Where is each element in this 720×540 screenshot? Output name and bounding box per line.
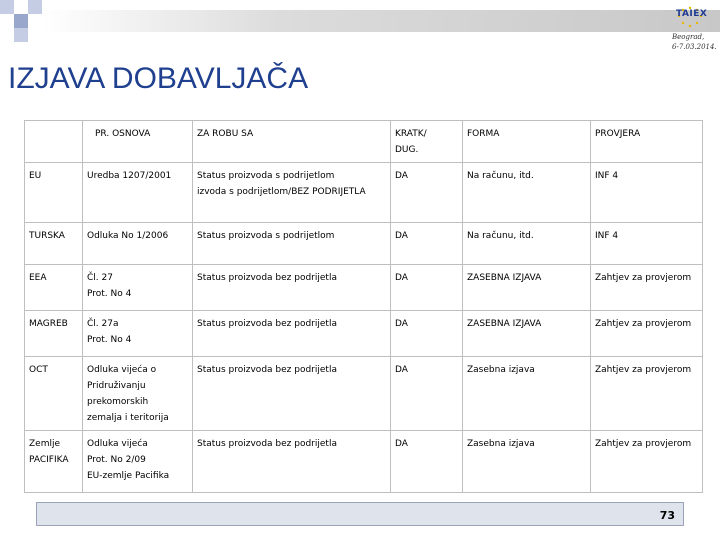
table-cell (591, 163, 703, 223)
footer-bar (36, 502, 684, 526)
table-cell (591, 311, 703, 357)
cell-text: ZASEBNA IZJAVA (467, 273, 542, 283)
cell-text: Pridruživanju (87, 381, 146, 391)
table-cell (391, 431, 463, 493)
header-text: DUG. (395, 145, 419, 155)
row-label-cell (25, 163, 83, 223)
cell-text: Zahtjev za provjerom (595, 273, 692, 283)
cell-text: Status proizvoda bez podrijetla (197, 365, 337, 375)
row-label: EU (29, 171, 42, 181)
cell-text: INF 4 (595, 171, 619, 181)
cell-text: DA (395, 319, 408, 329)
cell-text: Prot. No 4 (87, 335, 132, 345)
cell-text: Prot. No 2/09 (87, 455, 146, 465)
table-header-row (25, 121, 703, 163)
row-label: TURSKA (29, 231, 65, 241)
cell-text: zemalja i teritorija (87, 413, 169, 423)
table-cell (391, 163, 463, 223)
table-cell (391, 311, 463, 357)
header-text: PROVJERA (595, 129, 641, 139)
row-label: EEA (29, 273, 47, 283)
cell-text: INF 4 (595, 231, 619, 241)
table-cell (391, 357, 463, 431)
cell-text: Čl. 27a (87, 319, 119, 329)
cell-text: DA (395, 365, 408, 375)
cell-text: Zahtjev za provjerom (595, 439, 692, 449)
row-label-cell (25, 223, 83, 265)
table-cell (83, 163, 193, 223)
header-cell-term (391, 121, 463, 163)
row-label-cell (25, 357, 83, 431)
table-cell (83, 265, 193, 311)
table-cell (193, 265, 391, 311)
cell-text: Odluka vijeća o (87, 365, 157, 375)
date-line: 6-7.03.2014. (672, 43, 717, 51)
table-body (25, 163, 703, 493)
cell-text: DA (395, 273, 408, 283)
logo-text: TAIEX (676, 9, 708, 19)
table-cell (83, 431, 193, 493)
row-label-cell (25, 431, 83, 493)
table-cell (83, 357, 193, 431)
table-cell (463, 431, 591, 493)
header-cell-goods (193, 121, 391, 163)
header-text: KRATK/ (395, 129, 427, 139)
cell-text: Čl. 27 (87, 273, 113, 283)
header-cell-verification (591, 121, 703, 163)
table-cell (391, 265, 463, 311)
cell-text: Status proizvoda s podrijetlom (197, 231, 335, 241)
table-row (25, 163, 703, 223)
table-cell (193, 163, 391, 223)
table-cell (463, 163, 591, 223)
cell-text: Status proizvoda bez podrijetla (197, 273, 337, 283)
cell-text: Zasebna izjava (467, 365, 535, 375)
table-cell (591, 357, 703, 431)
table-row (25, 265, 703, 311)
table-row (25, 357, 703, 431)
table-cell (463, 223, 591, 265)
table-row (25, 431, 703, 493)
cell-text: Status proizvoda bez podrijetla (197, 439, 337, 449)
row-label: OCT (29, 365, 48, 375)
cell-text: Prot. No 4 (87, 289, 132, 299)
cell-text: Odluka No 1/2006 (87, 231, 169, 241)
cell-text: Status proizvoda s podrijetlom (197, 171, 335, 181)
cell-text: Zahtjev za provjerom (595, 319, 692, 329)
cell-text: ZASEBNA IZJAVA (467, 319, 542, 329)
header-text: ZA ROBU SA (197, 129, 254, 139)
table-cell (591, 265, 703, 311)
table-cell (391, 223, 463, 265)
corner-header-cell (25, 121, 83, 163)
page-title: IZJAVA DOBAVLJAČA (8, 62, 309, 95)
cell-text: EU-zemlje Pacifika (87, 471, 170, 481)
header-cell-form (463, 121, 591, 163)
table-cell (83, 311, 193, 357)
header-text: FORMA (467, 129, 500, 139)
header-text: PR. OSNOVA (95, 129, 151, 139)
row-label: MAGREB (29, 319, 68, 329)
declaration-table (24, 120, 703, 493)
place-date (672, 32, 718, 52)
page-number: 73 (659, 509, 675, 522)
table-cell (193, 357, 391, 431)
cell-text: Zasebna izjava (467, 439, 535, 449)
cell-text: Na računu, itd. (467, 231, 534, 241)
cell-text: Uredba 1207/2001 (87, 171, 172, 181)
cell-text: izvoda s podrijetlom/BEZ PODRIJETLA (197, 187, 366, 197)
row-label: Zemlje (29, 439, 61, 449)
table-cell (193, 311, 391, 357)
table-cell (193, 223, 391, 265)
cell-text: Status proizvoda bez podrijetla (197, 319, 337, 329)
header-bar (42, 10, 720, 32)
place-line: Beograd, (672, 33, 705, 41)
cell-text: Odluka vijeća (87, 439, 148, 449)
row-label-cell (25, 265, 83, 311)
row-label: PACIFIKA (29, 455, 69, 465)
cell-text: DA (395, 171, 408, 181)
cell-text: prekomorskih (87, 397, 149, 407)
table-cell (463, 357, 591, 431)
cell-text: DA (395, 231, 408, 241)
table-row (25, 311, 703, 357)
table-cell (83, 223, 193, 265)
table-row (25, 223, 703, 265)
header-cell-legal-basis (83, 121, 193, 163)
table-cell (591, 223, 703, 265)
table-cell (463, 311, 591, 357)
table-cell (591, 431, 703, 493)
row-label-cell (25, 311, 83, 357)
cell-text: Zahtjev za provjerom (595, 365, 692, 375)
table-cell (193, 431, 391, 493)
cell-text: DA (395, 439, 408, 449)
cell-text: Na računu, itd. (467, 171, 534, 181)
table-cell (463, 265, 591, 311)
